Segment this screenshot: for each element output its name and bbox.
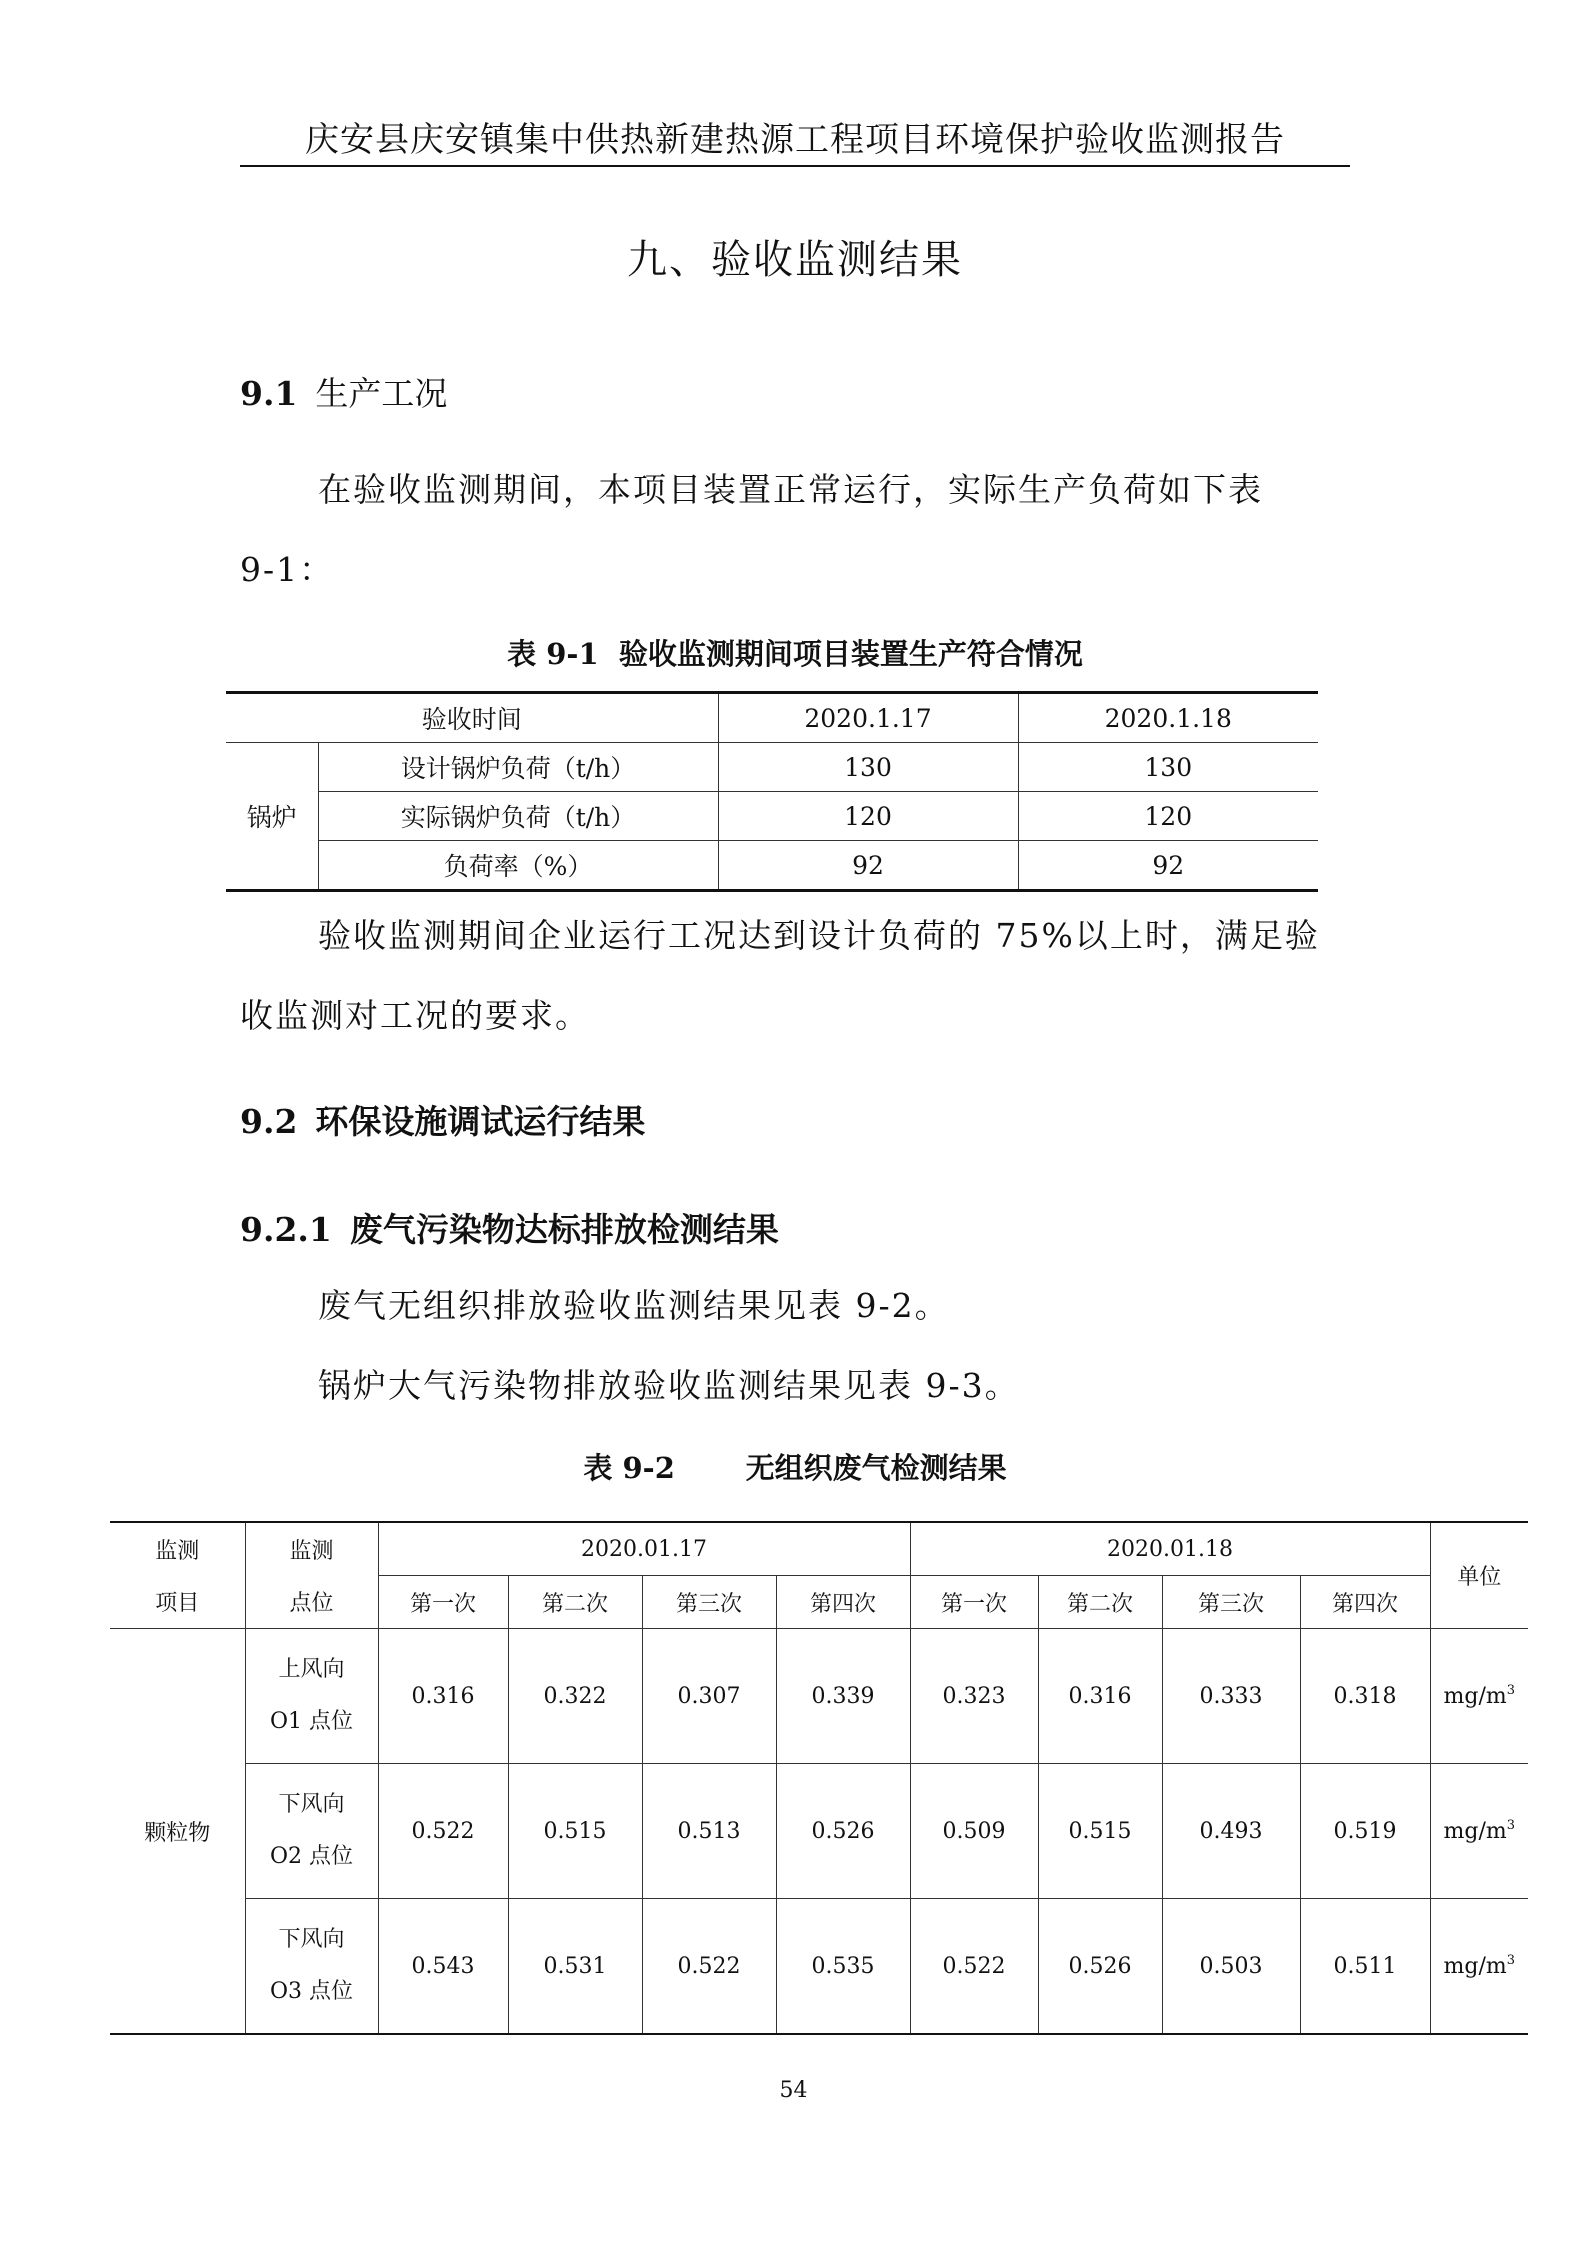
header-cell-point-bottom: 点位 [245, 1576, 378, 1629]
section-title: 生产工况 [315, 374, 448, 413]
cell-value: 0.339 [776, 1629, 910, 1764]
cell-value: 120 [1018, 792, 1318, 841]
header-cell-time: 第二次 [508, 1576, 642, 1629]
cell-value: 0.515 [508, 1764, 642, 1899]
unit-text: mg/m [1443, 1684, 1507, 1709]
cell-value: 0.511 [1300, 1899, 1430, 2035]
header-cell-time: 第三次 [642, 1576, 776, 1629]
paragraph-4: 锅炉大气污染物排放验收监测结果见表 9-3。 [318, 1366, 1020, 1405]
header-cell-date-2: 2020.1.18 [1018, 693, 1318, 743]
table-caption-9-1 [240, 632, 1350, 673]
cell-value: 120 [718, 792, 1018, 841]
table-row [110, 1899, 1528, 2035]
header-cell-date-1: 2020.1.17 [718, 693, 1018, 743]
item-cell: 颗粒物 [110, 1629, 245, 2035]
unit-text: mg/m [1443, 1954, 1507, 1979]
cell-value: 0.322 [508, 1629, 642, 1764]
cell-value: 130 [1018, 743, 1318, 792]
cell-value: 0.526 [1038, 1899, 1162, 2035]
section-number: 9.2 [240, 1102, 298, 1141]
section-number: 9.2.1 [240, 1210, 332, 1249]
point-cell [245, 1764, 378, 1899]
header-cell-item-top [110, 1522, 245, 1576]
unit-cell [1430, 1899, 1528, 2035]
header-cell-time: 第二次 [1038, 1576, 1162, 1629]
section-title: 环保设施调试运行结果 [315, 1102, 646, 1141]
caption-number: 表 9-2 [583, 1451, 675, 1485]
paragraph-2-line-2: 收监测对工况的要求。 [240, 996, 590, 1035]
unit-text: mg/m [1443, 1819, 1507, 1844]
table-row [226, 743, 1318, 792]
section-heading-9-1 [240, 368, 447, 415]
header-cell-point-top [245, 1522, 378, 1576]
unit-cell [1430, 1764, 1528, 1899]
point-cell [245, 1629, 378, 1764]
section-heading-9-2-1 [240, 1204, 779, 1251]
header-cell-time: 第一次 [378, 1576, 508, 1629]
caption-text: 无组织废气检测结果 [745, 1451, 1007, 1485]
header-divider [240, 165, 1350, 167]
table-header-row-2 [110, 1576, 1528, 1629]
point-direction: 下风向 [278, 1927, 345, 1952]
header-cell-time: 第三次 [1162, 1576, 1300, 1629]
cell-value: 0.526 [776, 1764, 910, 1899]
cell-value: 0.323 [910, 1629, 1038, 1764]
point-cell [245, 1899, 378, 2035]
table-row [226, 792, 1318, 841]
cell-value: 0.515 [1038, 1764, 1162, 1899]
header-point-text: 监测 [289, 1538, 334, 1564]
point-id: O1 点位 [269, 1709, 354, 1734]
cell-value: 0.333 [1162, 1629, 1300, 1764]
group-cell: 锅炉 [226, 743, 318, 891]
cell-value: 0.543 [378, 1899, 508, 2035]
header-cell-date-1: 2020.01.17 [378, 1522, 910, 1576]
cell-value: 0.519 [1300, 1764, 1430, 1899]
paragraph-1-line-1: 在验收监测期间，本项目装置正常运行，实际生产负荷如下表 [318, 470, 1263, 509]
caption-number: 表 9-1 [507, 637, 599, 671]
table-row [110, 1764, 1528, 1899]
row-label: 实际锅炉负荷（t/h） [318, 792, 718, 841]
cell-value: 92 [718, 841, 1018, 891]
caption-text: 验收监测期间项目装置生产符合情况 [618, 637, 1083, 671]
cell-value: 0.493 [1162, 1764, 1300, 1899]
table-row [110, 1629, 1528, 1764]
running-header: 庆安县庆安镇集中供热新建热源工程项目环境保护验收监测报告 [305, 120, 1285, 160]
cell-value: 0.307 [642, 1629, 776, 1764]
cell-value: 130 [718, 743, 1018, 792]
cell-value: 0.522 [642, 1899, 776, 2035]
cell-value: 0.316 [1038, 1629, 1162, 1764]
paragraph-1-line-2: 9-1： [240, 550, 335, 589]
table-header-row-1 [110, 1522, 1528, 1576]
header-cell-time: 第四次 [776, 1576, 910, 1629]
section-number: 9.1 [240, 374, 298, 413]
cell-value: 0.522 [910, 1899, 1038, 2035]
page-number: 54 [779, 2078, 808, 2103]
point-direction: 上风向 [278, 1657, 345, 1682]
row-label: 设计锅炉负荷（t/h） [318, 743, 718, 792]
table-row [226, 841, 1318, 891]
unit-superscript: 3 [1506, 1953, 1515, 1968]
cell-value: 0.513 [642, 1764, 776, 1899]
unit-superscript: 3 [1506, 1818, 1515, 1833]
cell-value: 92 [1018, 841, 1318, 891]
table-9-2 [110, 1521, 1528, 2035]
table-caption-9-2 [240, 1446, 1350, 1487]
paragraph-3: 废气无组织排放验收监测结果见表 9-2。 [318, 1286, 950, 1325]
chapter-title: 九、验收监测结果 [627, 237, 963, 283]
header-cell-item-bottom: 项目 [110, 1576, 245, 1629]
cell-value: 0.522 [378, 1764, 508, 1899]
point-id: O2 点位 [269, 1844, 354, 1869]
unit-superscript: 3 [1506, 1683, 1515, 1698]
cell-value: 0.503 [1162, 1899, 1300, 2035]
cell-value: 0.509 [910, 1764, 1038, 1899]
cell-value: 0.535 [776, 1899, 910, 2035]
table-header-row [226, 693, 1318, 743]
table-9-1 [226, 691, 1318, 892]
point-id: O3 点位 [269, 1979, 354, 2004]
cell-value: 0.318 [1300, 1629, 1430, 1764]
header-cell-label: 验收时间 [226, 693, 718, 743]
cell-value: 0.531 [508, 1899, 642, 2035]
unit-cell [1430, 1629, 1528, 1764]
section-heading-9-2 [240, 1096, 645, 1143]
paragraph-2-line-1: 验收监测期间企业运行工况达到设计负荷的 75%以上时，满足验 [318, 916, 1320, 955]
section-title: 废气污染物达标排放检测结果 [349, 1210, 779, 1249]
header-item-text: 监测 [155, 1538, 200, 1564]
header-cell-time: 第一次 [910, 1576, 1038, 1629]
header-cell-unit: 单位 [1430, 1522, 1528, 1629]
header-cell-date-2: 2020.01.18 [910, 1522, 1430, 1576]
row-label: 负荷率（%） [318, 841, 718, 891]
point-direction: 下风向 [278, 1792, 345, 1817]
cell-value: 0.316 [378, 1629, 508, 1764]
header-cell-time: 第四次 [1300, 1576, 1430, 1629]
